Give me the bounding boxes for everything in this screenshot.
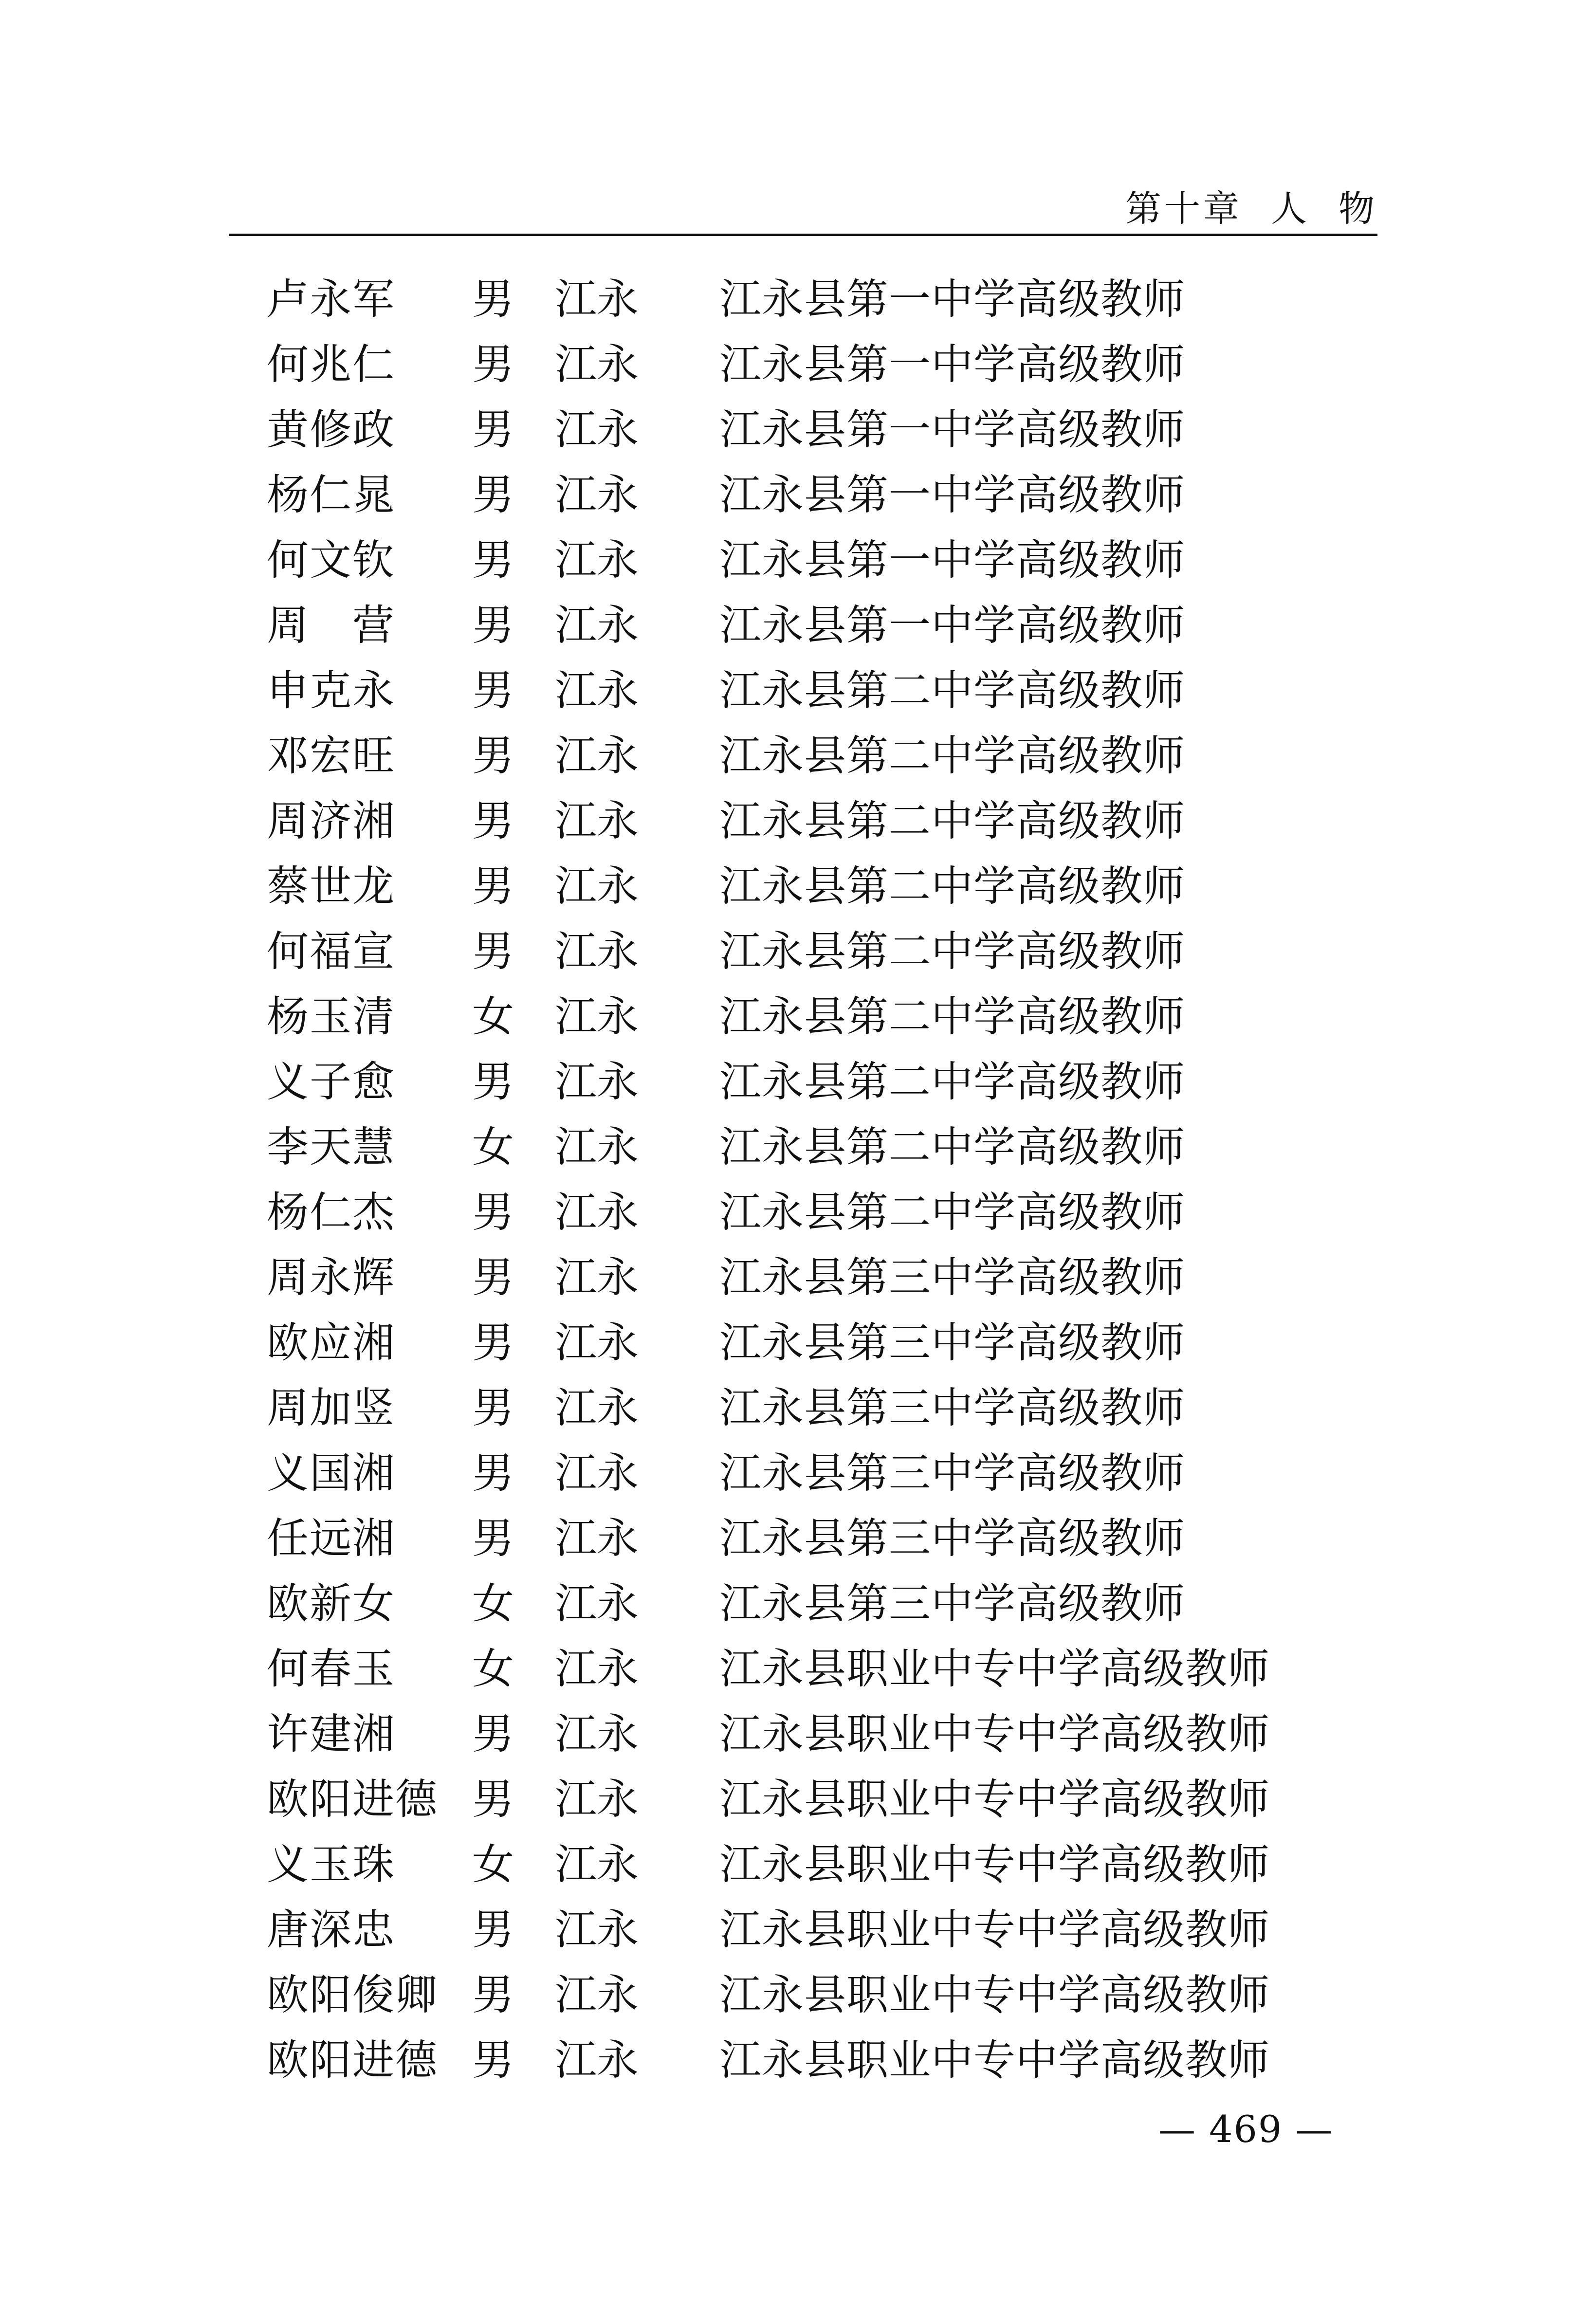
person-name: 周永辉 xyxy=(267,1253,395,1302)
person-title: 江永县第一中学高级教师 xyxy=(719,601,1185,650)
person-origin: 江永 xyxy=(555,1775,639,1824)
person-title: 江永县职业中专中学高级教师 xyxy=(719,1710,1270,1758)
roster-row xyxy=(267,984,1376,1049)
person-title: 江永县第二中学高级教师 xyxy=(719,666,1185,715)
person-name: 欧新女 xyxy=(267,1579,395,1628)
roster-row xyxy=(267,919,1376,984)
roster-row xyxy=(267,593,1376,658)
person-name: 许建湘 xyxy=(267,1710,395,1758)
person-gender: 男 xyxy=(472,405,514,454)
person-origin: 江永 xyxy=(555,340,639,389)
person-name: 欧阳进德 xyxy=(267,2036,438,2085)
roster-row xyxy=(267,462,1376,528)
roster-row xyxy=(267,1441,1376,1506)
person-gender: 男 xyxy=(472,471,514,519)
person-gender: 男 xyxy=(472,340,514,389)
person-title: 江永县第二中学高级教师 xyxy=(719,927,1185,976)
person-origin: 江永 xyxy=(555,1123,639,1172)
person-origin: 江永 xyxy=(555,405,639,454)
person-title: 江永县第二中学高级教师 xyxy=(719,1188,1185,1237)
person-origin: 江永 xyxy=(555,927,639,976)
roster-row xyxy=(267,267,1376,332)
person-gender: 男 xyxy=(472,1971,514,2019)
person-title: 江永县职业中专中学高级教师 xyxy=(719,1840,1270,1889)
person-name: 欧阳进德 xyxy=(267,1775,438,1824)
person-gender: 男 xyxy=(472,862,514,911)
person-origin: 江永 xyxy=(555,275,639,324)
roster-row xyxy=(267,658,1376,723)
person-name: 欧应湘 xyxy=(267,1319,395,1367)
person-name: 周 营 xyxy=(267,601,395,650)
person-origin: 江永 xyxy=(555,797,639,845)
person-name: 李天慧 xyxy=(267,1123,395,1172)
teacher-roster xyxy=(267,267,1376,2093)
person-gender: 男 xyxy=(472,1319,514,1367)
person-gender: 男 xyxy=(472,1514,514,1563)
person-name: 义玉珠 xyxy=(267,1840,395,1889)
person-title: 江永县第一中学高级教师 xyxy=(719,275,1185,324)
person-title: 江永县第三中学高级教师 xyxy=(719,1253,1185,1302)
roster-row xyxy=(267,1506,1376,1571)
person-origin: 江永 xyxy=(555,732,639,780)
roster-row xyxy=(267,1049,1376,1115)
person-title: 江永县职业中专中学高级教师 xyxy=(719,1775,1270,1824)
person-gender: 男 xyxy=(472,1710,514,1758)
person-gender: 男 xyxy=(472,732,514,780)
person-origin: 江永 xyxy=(555,471,639,519)
person-name: 蔡世龙 xyxy=(267,862,395,911)
person-gender: 女 xyxy=(472,1840,514,1889)
person-title: 江永县第三中学高级教师 xyxy=(719,1384,1185,1432)
person-origin: 江永 xyxy=(555,1253,639,1302)
person-name: 申克永 xyxy=(267,666,395,715)
person-name: 欧阳俊卿 xyxy=(267,1971,438,2019)
person-gender: 男 xyxy=(472,927,514,976)
person-origin: 江永 xyxy=(555,1905,639,1954)
person-title: 江永县职业中专中学高级教师 xyxy=(719,1971,1270,2019)
person-origin: 江永 xyxy=(555,992,639,1041)
roster-row xyxy=(267,1180,1376,1245)
person-title: 江永县第二中学高级教师 xyxy=(719,797,1185,845)
person-origin: 江永 xyxy=(555,1449,639,1498)
person-gender: 女 xyxy=(472,1645,514,1693)
person-title: 江永县第一中学高级教师 xyxy=(719,536,1185,585)
person-title: 江永县第一中学高级教师 xyxy=(719,471,1185,519)
roster-row xyxy=(267,2028,1376,2093)
person-gender: 男 xyxy=(472,2036,514,2085)
roster-row xyxy=(267,1702,1376,1767)
roster-row xyxy=(267,1832,1376,1897)
person-origin: 江永 xyxy=(555,862,639,911)
roster-row xyxy=(267,788,1376,854)
person-gender: 女 xyxy=(472,1123,514,1172)
person-gender: 男 xyxy=(472,1253,514,1302)
person-gender: 男 xyxy=(472,1384,514,1432)
person-origin: 江永 xyxy=(555,1188,639,1237)
roster-row xyxy=(267,1245,1376,1310)
person-name: 杨仁晁 xyxy=(267,471,395,519)
person-name: 卢永军 xyxy=(267,275,395,324)
person-name: 周济湘 xyxy=(267,797,395,845)
person-origin: 江永 xyxy=(555,1710,639,1758)
roster-row xyxy=(267,1962,1376,2028)
person-origin: 江永 xyxy=(555,1840,639,1889)
roster-row xyxy=(267,528,1376,593)
person-gender: 男 xyxy=(472,1775,514,1824)
person-origin: 江永 xyxy=(555,1971,639,2019)
person-name: 任远湘 xyxy=(267,1514,395,1563)
roster-row xyxy=(267,397,1376,462)
person-title: 江永县职业中专中学高级教师 xyxy=(719,1645,1270,1693)
person-name: 周加竖 xyxy=(267,1384,395,1432)
person-origin: 江永 xyxy=(555,601,639,650)
person-title: 江永县第三中学高级教师 xyxy=(719,1579,1185,1628)
person-title: 江永县第三中学高级教师 xyxy=(719,1449,1185,1498)
person-title: 江永县第一中学高级教师 xyxy=(719,340,1185,389)
roster-row xyxy=(267,723,1376,788)
roster-row xyxy=(267,1636,1376,1702)
person-origin: 江永 xyxy=(555,666,639,715)
person-title: 江永县第二中学高级教师 xyxy=(719,1058,1185,1106)
person-title: 江永县职业中专中学高级教师 xyxy=(719,1905,1270,1954)
roster-row xyxy=(267,854,1376,919)
person-name: 何兆仁 xyxy=(267,340,395,389)
person-title: 江永县第二中学高级教师 xyxy=(719,862,1185,911)
person-origin: 江永 xyxy=(555,1514,639,1563)
person-name: 邓宏旺 xyxy=(267,732,395,780)
person-name: 义子愈 xyxy=(267,1058,395,1106)
roster-row xyxy=(267,1310,1376,1375)
person-title: 江永县第二中学高级教师 xyxy=(719,992,1185,1041)
person-gender: 女 xyxy=(472,1579,514,1628)
person-name: 唐深忠 xyxy=(267,1905,395,1954)
person-name: 何春玉 xyxy=(267,1645,395,1693)
person-gender: 男 xyxy=(472,536,514,585)
roster-row xyxy=(267,332,1376,397)
person-title: 江永县第三中学高级教师 xyxy=(719,1319,1185,1367)
roster-row xyxy=(267,1115,1376,1180)
person-origin: 江永 xyxy=(555,1645,639,1693)
person-title: 江永县职业中专中学高级教师 xyxy=(719,2036,1270,2085)
person-gender: 男 xyxy=(472,666,514,715)
person-gender: 男 xyxy=(472,1058,514,1106)
person-origin: 江永 xyxy=(555,536,639,585)
person-title: 江永县第一中学高级教师 xyxy=(719,405,1185,454)
person-gender: 男 xyxy=(472,1449,514,1498)
person-name: 义国湘 xyxy=(267,1449,395,1498)
roster-row xyxy=(267,1897,1376,1962)
person-title: 江永县第二中学高级教师 xyxy=(719,732,1185,780)
chapter-title: 第十章 人 物 xyxy=(1125,188,1377,230)
roster-row xyxy=(267,1375,1376,1441)
person-name: 杨仁杰 xyxy=(267,1188,395,1237)
person-gender: 男 xyxy=(472,797,514,845)
person-name: 黄修政 xyxy=(267,405,395,454)
person-gender: 男 xyxy=(472,601,514,650)
person-title: 江永县第三中学高级教师 xyxy=(719,1514,1185,1563)
person-name: 杨玉清 xyxy=(267,992,395,1041)
roster-row xyxy=(267,1571,1376,1636)
person-gender: 男 xyxy=(472,1188,514,1237)
person-origin: 江永 xyxy=(555,1579,639,1628)
person-gender: 男 xyxy=(472,275,514,324)
person-origin: 江永 xyxy=(555,1058,639,1106)
person-title: 江永县第二中学高级教师 xyxy=(719,1123,1185,1172)
person-name: 何文钦 xyxy=(267,536,395,585)
person-origin: 江永 xyxy=(555,2036,639,2085)
person-origin: 江永 xyxy=(555,1384,639,1432)
person-name: 何福宣 xyxy=(267,927,395,976)
running-header xyxy=(229,170,1377,236)
person-gender: 女 xyxy=(472,992,514,1041)
person-gender: 男 xyxy=(472,1905,514,1954)
roster-row xyxy=(267,1767,1376,1832)
person-origin: 江永 xyxy=(555,1319,639,1367)
page-number: — 469 — xyxy=(1158,2107,1334,2151)
